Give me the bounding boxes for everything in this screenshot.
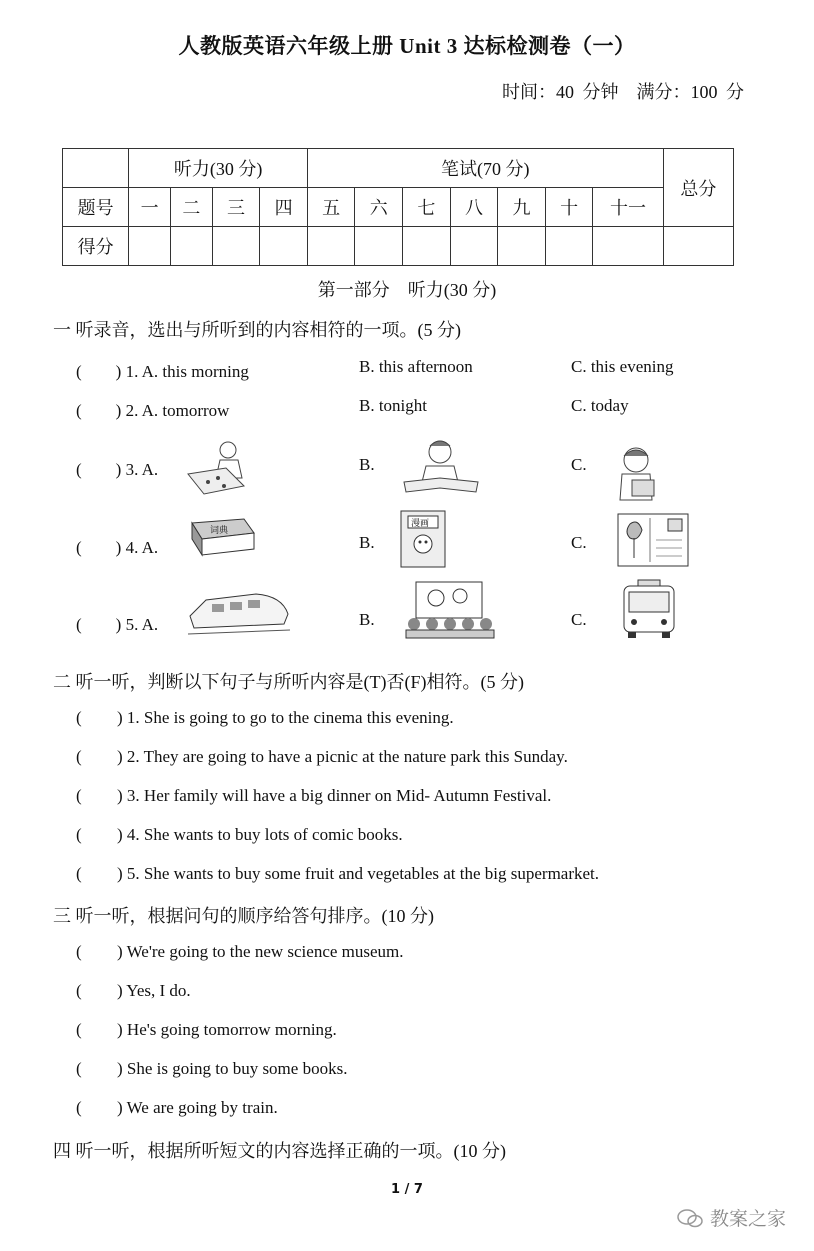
option-b: B. this afternoon bbox=[359, 357, 473, 376]
section-three-title: 三 听一听，根据问句的顺序给答句排序。(10 分) bbox=[53, 906, 434, 926]
s2-item bbox=[0, 708, 814, 732]
s1-question-1 bbox=[0, 357, 814, 381]
score-cell[interactable] bbox=[663, 227, 733, 266]
q-label: ( ) 2. A. tomorrow bbox=[76, 401, 230, 420]
answer-paren[interactable]: ( bbox=[76, 747, 82, 766]
score-table-score-label: 得分 bbox=[63, 227, 129, 266]
s3-item-text: ) He's going tomorrow morning. bbox=[117, 1020, 337, 1039]
score-table-number: 九 bbox=[498, 188, 546, 227]
section-four-title: 四 听一听，根据所听短文的内容选择正确的一项。(10 分) bbox=[53, 1141, 506, 1161]
s3-item-text: ) We're going to the new science museum. bbox=[117, 942, 404, 961]
dictionary-label: 词典 bbox=[210, 526, 229, 536]
page-title: 人教版英语六年级上册 Unit 3 达标检测卷（一） bbox=[178, 34, 636, 58]
s2-item bbox=[0, 825, 814, 849]
postcard-picture bbox=[616, 512, 690, 568]
score-cell[interactable] bbox=[593, 227, 663, 266]
score-table-number: 十一 bbox=[593, 188, 663, 227]
score-cell[interactable] bbox=[355, 227, 403, 266]
wechat-icon bbox=[676, 1207, 704, 1229]
s2-item-text: ) 1. She is going to go to the cinema this evening. bbox=[117, 708, 454, 727]
score-table-number: 一 bbox=[129, 188, 171, 227]
option-c: C. this evening bbox=[571, 357, 674, 376]
q-label: ( ) 5. A. bbox=[76, 615, 159, 634]
s2-item bbox=[0, 747, 814, 771]
score-cell[interactable] bbox=[129, 227, 171, 266]
section-two-title: 二 听一听，判断以下句子与所听内容是(T)否(F)相符。(5 分) bbox=[53, 672, 524, 692]
score-table-corner bbox=[63, 149, 129, 188]
score-table-number: 十 bbox=[545, 188, 593, 227]
bus-picture bbox=[618, 578, 680, 640]
s1-question-2 bbox=[0, 396, 814, 420]
exam-meta: 时间：40 分钟 满分：100 分 bbox=[502, 82, 744, 102]
watermark-text: 教案之家 bbox=[710, 1208, 787, 1230]
answer-paren[interactable]: ( bbox=[76, 708, 82, 727]
score-table-number: 四 bbox=[260, 188, 308, 227]
train-picture bbox=[186, 586, 292, 640]
score-cell[interactable] bbox=[450, 227, 498, 266]
s2-item-text: ) 3. Her family will have a big dinner on Mid- Autumn Festival. bbox=[117, 786, 552, 805]
s2-item bbox=[0, 786, 814, 810]
score-table-number: 六 bbox=[355, 188, 403, 227]
cinema-picture bbox=[402, 578, 496, 640]
answer-paren[interactable]: ( bbox=[76, 786, 82, 805]
s3-item bbox=[0, 942, 814, 966]
option-c: C. today bbox=[571, 396, 629, 415]
q-label: ( ) 4. A. bbox=[76, 538, 159, 557]
score-table-number: 五 bbox=[307, 188, 355, 227]
q-label: ( ) 3. A. bbox=[76, 460, 159, 479]
s3-item bbox=[0, 1020, 814, 1044]
boy-reading-book-picture bbox=[400, 436, 482, 496]
option-b: B. bbox=[359, 533, 375, 552]
score-table-number: 八 bbox=[450, 188, 498, 227]
answer-paren[interactable]: ( bbox=[76, 1020, 82, 1039]
score-cell[interactable] bbox=[307, 227, 355, 266]
answer-paren[interactable]: ( bbox=[76, 942, 82, 961]
answer-paren[interactable]: ( bbox=[76, 864, 82, 883]
answer-paren[interactable]: ( bbox=[76, 1098, 82, 1117]
watermark bbox=[676, 1204, 786, 1231]
option-c: C. bbox=[571, 533, 587, 552]
s3-item-text: ) She is going to buy some books. bbox=[117, 1059, 348, 1078]
section-one-title: 一 听录音，选出与所听到的内容相符的一项。(5 分) bbox=[53, 320, 461, 340]
s3-item-text: ) We are going by train. bbox=[117, 1098, 278, 1117]
score-table-number: 七 bbox=[403, 188, 451, 227]
option-b: B. bbox=[359, 610, 375, 629]
boy-holding-book-picture bbox=[614, 444, 660, 502]
s3-item-text: ) Yes, I do. bbox=[117, 981, 191, 1000]
page-number: 1 / 7 bbox=[391, 1182, 423, 1197]
answer-paren[interactable]: ( bbox=[76, 1059, 82, 1078]
q-label: ( ) 1. A. this morning bbox=[76, 362, 249, 381]
answer-paren[interactable]: ( bbox=[76, 981, 82, 1000]
s3-item bbox=[0, 981, 814, 1005]
score-cell[interactable] bbox=[260, 227, 308, 266]
comic-book-picture bbox=[398, 508, 448, 570]
option-b: B. bbox=[359, 455, 375, 474]
s2-item-text: ) 4. She wants to buy lots of comic books. bbox=[117, 825, 403, 844]
part-one-title: 第一部分 听力(30 分) bbox=[317, 280, 497, 300]
option-c: C. bbox=[571, 455, 587, 474]
option-b: B. tonight bbox=[359, 396, 428, 415]
score-table-number: 三 bbox=[212, 188, 260, 227]
dictionary-picture bbox=[188, 515, 258, 557]
score-table-number: 二 bbox=[171, 188, 213, 227]
score-table-listening-header: 听力(30 分) bbox=[129, 149, 308, 188]
s2-item bbox=[0, 864, 814, 888]
s3-item bbox=[0, 1098, 814, 1122]
score-cell[interactable] bbox=[403, 227, 451, 266]
score-cell[interactable] bbox=[212, 227, 260, 266]
score-cell[interactable] bbox=[498, 227, 546, 266]
option-c: C. bbox=[571, 610, 587, 629]
s3-item bbox=[0, 1059, 814, 1083]
answer-paren[interactable]: ( bbox=[76, 825, 82, 844]
s2-item-text: ) 2. They are going to have a picnic at the nature park this Sunday. bbox=[117, 747, 568, 766]
score-cell[interactable] bbox=[545, 227, 593, 266]
score-table-question-label: 题号 bbox=[63, 188, 129, 227]
boy-drawing-picture bbox=[186, 438, 248, 498]
comic-label: 漫画 bbox=[411, 519, 430, 529]
score-table-writing-header: 笔试(70 分) bbox=[307, 149, 663, 188]
s2-item-text: ) 5. She wants to buy some fruit and vegetables at the big supermarket. bbox=[117, 864, 600, 883]
score-table-total-header: 总分 bbox=[663, 149, 733, 227]
score-table bbox=[62, 148, 734, 266]
score-cell[interactable] bbox=[171, 227, 213, 266]
